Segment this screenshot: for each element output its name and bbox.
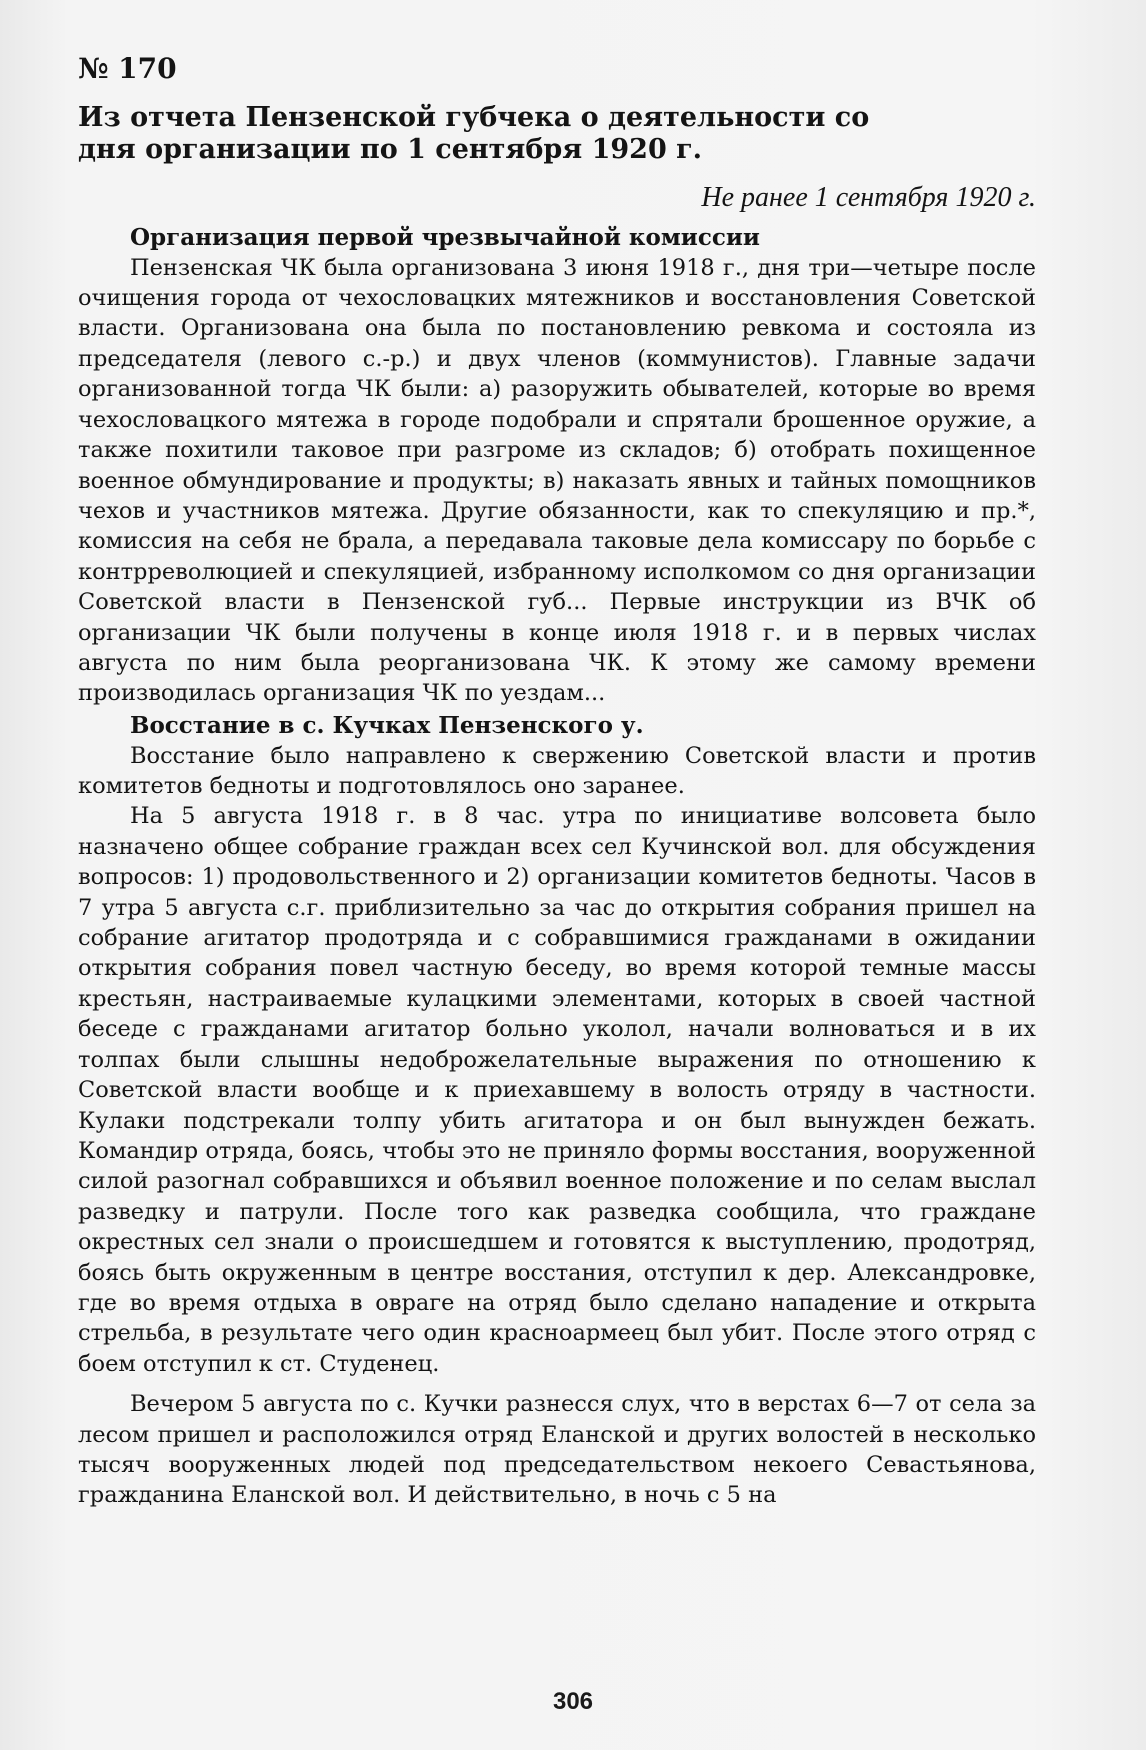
paragraph: На 5 августа 1918 г. в 8 час. утра по инициативе волсовета было назначено общее собрание граждан всех сел Кучинской вол. для обсуждения вопросов: 1) продовольственного и 2) организации комитетов бедноты. Часов в 7 утра 5 августа с.г. приблизительно за час до открытия собрания пришел на собрание агитатор продотряда и с собравшимися гражданами в ожидании открытия собрания повел частную беседу, во время которой темные массы крестьян, настраиваемые кулацкими элементами, которых в своей частной беседе с гражданами агитатор больно уколол, начали волноваться и в их толпах были слышны недоброжелательные выражения по отношению к Советской власти вообще и к приехавшему в волость отряду в частности. Кулаки подстрекали толпу убить агитатора и он был вынужден бежать. Командир отряда, боясь, чтобы это не приняло формы восстания, вооруженной силой разогнал собравшихся и объявил военное положение и по селам выслал разведку и патрули. После того как разведка сообщила, что граждане окрестных сел знали о происшедшем и готовятся к выступлению, продотряд, боясь быть окруженным в центре восстания, отступил к дер. Александровке, где во время отдыха в овраге на отряд было сделано нападение и открыта стрельба, в результате чего один красноармеец был убит. После этого отряд с боем отступил к ст. Студенец. [78, 803, 1036, 1377]
paragraph: Пензенская ЧК была организована 3 июня 1918 г., дня три—четыре после очищения города от чехословацких мятежников и восстановления Советской власти. Организована она была по постановлению ревкома и состояла из председателя (левого с.-р.) и двух членов (коммунистов). Главные задачи организованной тогда ЧК были: а) разоружить обывателей, которые во время чехословацкого мятежа в городе подобрали и спрятали брошенное оружие, а также похитили таковое при разгроме из складов; б) отобрать похищенное военное обмундирование и продукты; в) наказать явных и тайных помощников чехов и участников мятежа. Другие обязанности, как то спекуляцию и пр.*, комиссия на себя не брала, а передавала таковые дела комиссару по борьбе с контрреволюцией и спекуляцией, избранному исполкомом со дня организации Советской власти в Пензенской губ... Первые инструкции из ВЧК об организации ЧК были получены в конце июля 1918 г. и в первых числах августа по ним была реорганизована ЧК. К этому же самому времени производилась организация ЧК по уездам... [78, 254, 1036, 707]
page-number: 306 [552, 1688, 594, 1715]
section-heading-uprising: Восстание в с. Кучках Пензенского у. [130, 711, 644, 739]
document-date: Не ранее 1 сентября 1920 г. [701, 182, 1036, 214]
section-heading-organization: Организация первой чрезвычайной комиссии [130, 223, 760, 251]
document-title: Из отчета Пензенской губчека о деятельности со дня организации по 1 сентября 1920 г. [78, 101, 870, 165]
paragraph: Восстание было направлено к свержению Советской власти и против комитетов бедноты и подготовлялось оно заранее. [78, 742, 1036, 800]
paragraph: Вечером 5 августа по с. Кучки разнесся слух, что в верстах 6—7 от села за лесом пришел и расположился отряд Еланской и других волостей в несколько тысяч вооруженных людей под председательством некоего Севастьянова, гражданина Еланской вол. И действительно, в ночь с 5 на [78, 1391, 1036, 1509]
document-number: № 170 [78, 52, 177, 85]
